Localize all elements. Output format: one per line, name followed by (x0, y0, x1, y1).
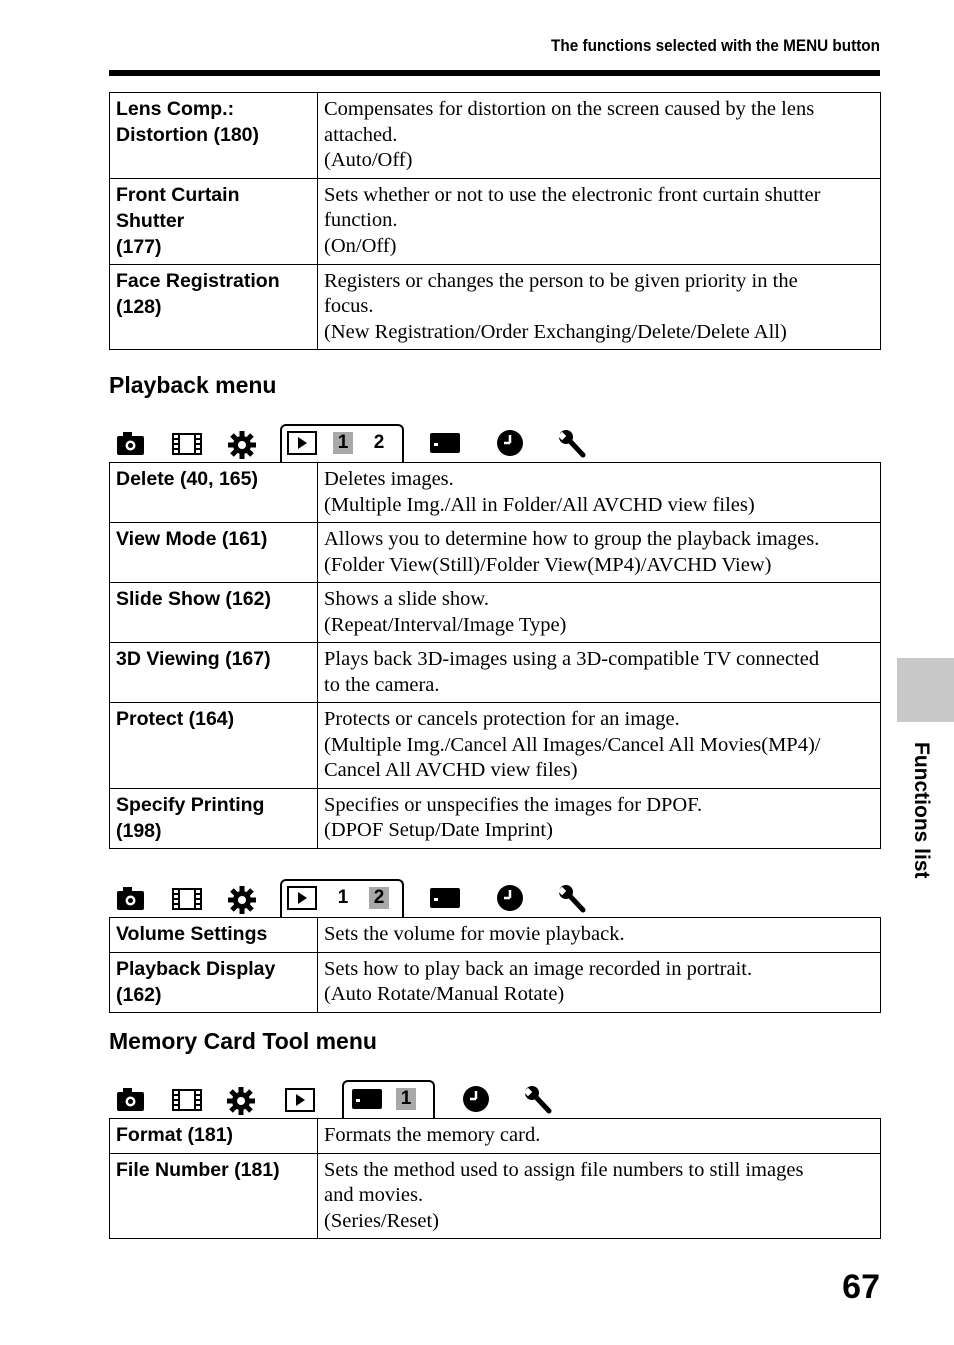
playback-table-2 (109, 917, 881, 1013)
function-name (110, 463, 318, 523)
function-description (318, 1153, 881, 1239)
description-line: Plays back 3D-images using a 3D-compatible TV connected (324, 648, 820, 670)
table-row (110, 788, 881, 848)
page-number-1: 1 (396, 1088, 416, 1110)
description-line: Sets the volume for movie playback. (324, 923, 625, 945)
playback-tabbar-1 (109, 424, 609, 464)
wrench-icon (557, 883, 589, 915)
side-section-label: Functions list (910, 742, 933, 879)
function-name (110, 918, 318, 953)
camera-icon (115, 430, 147, 458)
function-name (110, 1119, 318, 1154)
description-line: Registers or changes the person to be given priority in the (324, 269, 798, 292)
description-line: (Repeat/Interval/Image Type) (324, 613, 567, 636)
function-name-line: (162) (116, 983, 162, 1006)
gear-icon (226, 1086, 256, 1116)
function-name-line: Protect (164) (116, 708, 235, 730)
page-number: 67 (842, 1268, 880, 1306)
playback-menu-heading: Playback menu (109, 372, 277, 398)
page-number-2: 2 (373, 432, 385, 453)
memory-card-tool-menu-heading: Memory Card Tool menu (109, 1028, 377, 1054)
table-row (110, 178, 881, 264)
function-description (318, 918, 881, 953)
memory-card-icon (351, 1088, 383, 1110)
description-line: (DPOF Setup/Date Imprint) (324, 819, 553, 841)
memory-card-tabbar (109, 1080, 609, 1120)
memory-card-icon (429, 887, 461, 909)
table-row (110, 643, 881, 703)
description-line: (Auto Rotate/Manual Rotate) (324, 983, 565, 1005)
table-row (110, 918, 881, 953)
function-name (110, 703, 318, 789)
function-name-line: Format (181) (116, 1124, 234, 1146)
function-name (110, 178, 318, 264)
table-row (110, 463, 881, 523)
function-name (110, 952, 318, 1012)
description-line: function. (324, 209, 398, 231)
playback-icon (287, 886, 317, 910)
playback-icon (287, 431, 317, 455)
function-name (110, 788, 318, 848)
function-name-line: Delete (40, 165) (116, 468, 258, 490)
header-rule (109, 70, 880, 76)
page-number-1: 1 (333, 432, 353, 454)
function-name-line: (198) (116, 819, 162, 842)
function-name-line: Front Curtain Shutter (116, 183, 240, 232)
description-line: Deletes images. (324, 468, 454, 490)
description-line: focus. (324, 295, 374, 317)
page-number-1: 1 (337, 887, 349, 908)
description-line: Cancel All AVCHD view files) (324, 759, 578, 781)
table-row (110, 952, 881, 1012)
top-functions-table (109, 92, 881, 350)
description-line: Compensates for distortion on the screen caused by the lens (324, 98, 815, 120)
description-line: (Multiple Img./Cancel All Images/Cancel All Movies(MP4)/ (324, 733, 821, 756)
table-row (110, 523, 881, 583)
function-name (110, 643, 318, 703)
description-line: and movies. (324, 1184, 424, 1206)
wrench-icon (523, 1084, 555, 1116)
function-name-line: (177) (116, 235, 162, 258)
description-line: (Folder View(Still)/Folder View(MP4)/AVCHD View) (324, 553, 772, 576)
memory-card-icon (429, 432, 461, 454)
description-line: Shows a slide show. (324, 588, 489, 610)
function-name (110, 93, 318, 179)
function-name-line: (128) (116, 295, 162, 318)
side-thumb-tab (897, 658, 954, 722)
movie-film-icon (171, 430, 203, 458)
description-line: Allows you to determine how to group the playback images. (324, 528, 820, 550)
camera-icon (115, 1086, 147, 1114)
clock-icon (495, 428, 525, 458)
function-name-line: Lens Comp.: (116, 98, 235, 120)
description-line: Sets whether or not to use the electronic front curtain shutter (324, 183, 821, 206)
description-line: Sets how to play back an image recorded in portrait. (324, 957, 753, 980)
table-row (110, 1153, 881, 1239)
movie-film-icon (171, 885, 203, 913)
table-row (110, 93, 881, 179)
function-name-line: Volume Settings (116, 923, 268, 945)
function-description (318, 178, 881, 264)
function-description (318, 952, 881, 1012)
function-description (318, 264, 881, 350)
description-line: Sets the method used to assign file numbers to still images (324, 1158, 804, 1181)
function-description (318, 583, 881, 643)
memory-card-table (109, 1118, 881, 1239)
description-line: Formats the memory card. (324, 1124, 541, 1146)
function-description (318, 703, 881, 789)
description-line: (Auto/Off) (324, 149, 413, 171)
description-line: attached. (324, 123, 398, 146)
gear-icon (227, 885, 257, 915)
table-row (110, 703, 881, 789)
description-line: Protects or cancels protection for an image. (324, 708, 680, 730)
wrench-icon (557, 428, 589, 460)
function-name-line: Specify Printing (116, 793, 265, 816)
table-row (110, 1119, 881, 1154)
function-name-line: Playback Display (116, 957, 276, 980)
playback-table-1 (109, 462, 881, 849)
function-description (318, 788, 881, 848)
playback-tabbar-2 (109, 879, 609, 919)
description-line: (On/Off) (324, 234, 397, 257)
function-description (318, 643, 881, 703)
running-header: The functions selected with the MENU button (551, 36, 880, 55)
function-name (110, 583, 318, 643)
function-name-line: Slide Show (162) (116, 588, 271, 610)
description-line: (New Registration/Order Exchanging/Delete/Delete All) (324, 320, 787, 343)
function-name-line: Face Registration (116, 269, 280, 292)
clock-icon (461, 1084, 491, 1114)
table-row (110, 583, 881, 643)
function-description (318, 93, 881, 179)
function-description (318, 523, 881, 583)
movie-film-icon (171, 1086, 203, 1114)
function-description (318, 463, 881, 523)
camera-icon (115, 885, 147, 913)
function-name-line: Distortion (180) (116, 124, 260, 146)
function-name (110, 523, 318, 583)
description-line: (Series/Reset) (324, 1209, 439, 1232)
function-name (110, 1153, 318, 1239)
function-name (110, 264, 318, 350)
function-name-line: File Number (181) (116, 1158, 280, 1181)
function-name-line: View Mode (161) (116, 528, 268, 550)
gear-icon (227, 430, 257, 460)
description-line: (Multiple Img./All in Folder/All AVCHD view files) (324, 493, 755, 516)
description-line: Specifies or unspecifies the images for DPOF. (324, 793, 703, 816)
description-line: to the camera. (324, 673, 440, 696)
clock-icon (495, 883, 525, 913)
table-row (110, 264, 881, 350)
page-number-2: 2 (369, 887, 389, 909)
function-name-line: 3D Viewing (167) (116, 648, 271, 670)
playback-icon (285, 1088, 315, 1112)
function-description (318, 1119, 881, 1154)
